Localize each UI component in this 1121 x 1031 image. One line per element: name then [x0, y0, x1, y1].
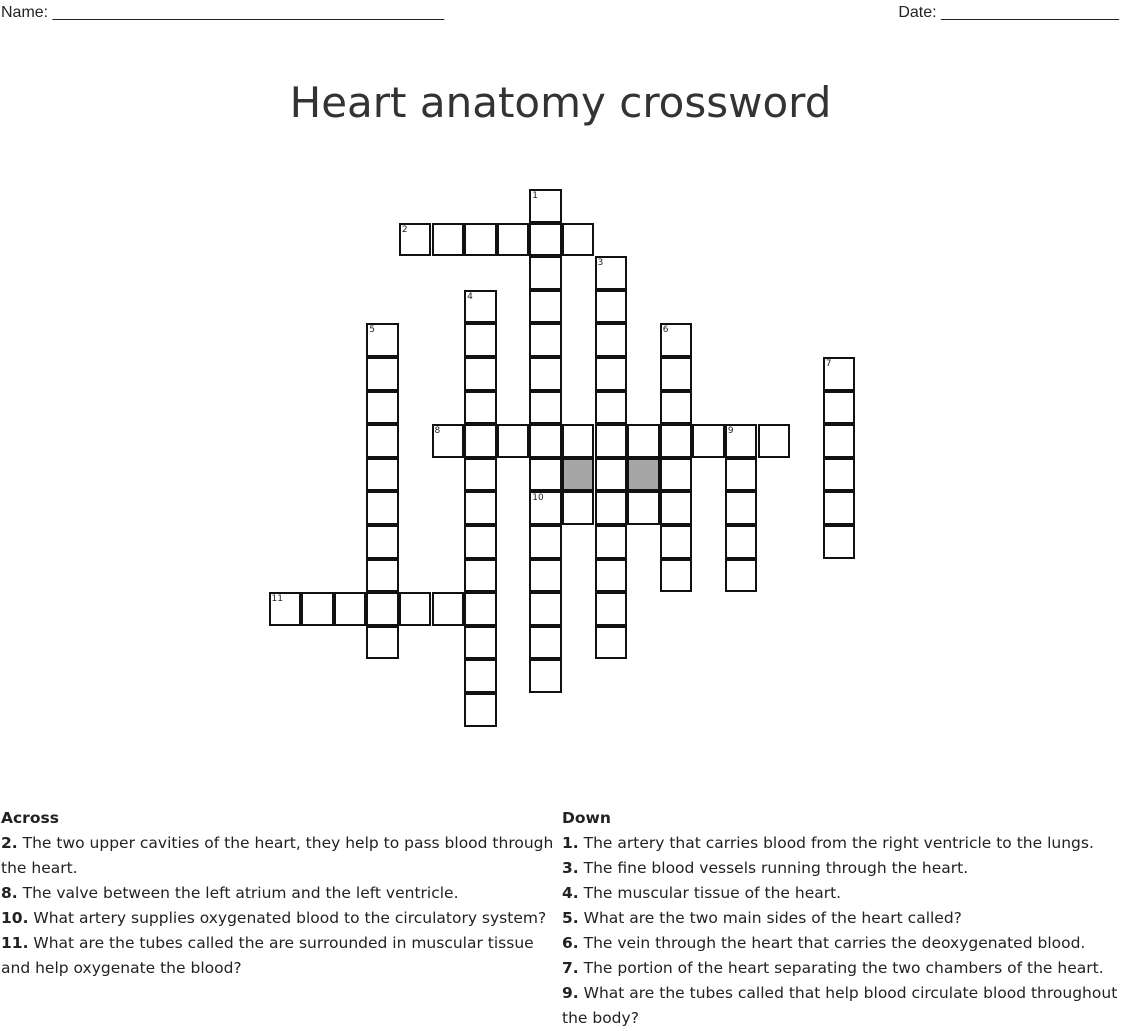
grid-cell[interactable]	[464, 357, 497, 391]
grid-cell[interactable]	[464, 458, 497, 492]
grid-cell[interactable]	[758, 424, 791, 458]
clue-text: The vein through the heart that carries the deoxygenated blood.	[578, 934, 1086, 952]
grid-cell[interactable]	[595, 391, 628, 425]
down-clue	[562, 981, 1118, 1031]
grid-cell[interactable]	[366, 626, 399, 660]
across-clue	[1, 906, 556, 931]
grid-cell[interactable]	[464, 323, 497, 357]
grid-cell[interactable]	[692, 424, 725, 458]
down-clues	[562, 806, 1118, 1031]
down-clue	[562, 881, 1118, 906]
grid-cell[interactable]	[366, 592, 399, 626]
clue-number-label: 3.	[562, 859, 579, 877]
clue-text: What are the two main sides of the heart called?	[578, 909, 962, 927]
grid-cell[interactable]	[725, 491, 758, 525]
clue-number: 11	[271, 594, 283, 605]
grid-cell[interactable]	[660, 458, 693, 492]
grid-cell[interactable]	[464, 391, 497, 425]
grid-cell[interactable]	[529, 424, 562, 458]
grid-cell[interactable]	[529, 592, 562, 626]
grid-cell[interactable]	[529, 458, 562, 492]
grid-cell[interactable]	[529, 223, 562, 257]
grid-cell[interactable]	[399, 592, 432, 626]
clue-number-label: 6.	[562, 934, 579, 952]
name-field-label: Name: ____________________________________________	[1, 4, 445, 21]
shaded-cell	[627, 458, 660, 492]
clue-text: The valve between the left atrium and the left ventricle.	[17, 884, 459, 902]
grid-cell[interactable]	[529, 659, 562, 693]
grid-cell[interactable]	[562, 491, 595, 525]
clue-text: The portion of the heart separating the two chambers of the heart.	[578, 959, 1104, 977]
clue-text: The two upper cavities of the heart, they help to pass blood through the heart.	[1, 834, 554, 877]
grid-cell[interactable]	[529, 323, 562, 357]
grid-cell[interactable]	[660, 559, 693, 593]
grid-cell[interactable]	[595, 458, 628, 492]
grid-cell[interactable]	[823, 391, 856, 425]
grid-cell[interactable]	[366, 424, 399, 458]
grid-cell[interactable]	[823, 491, 856, 525]
shaded-cell	[562, 458, 595, 492]
grid-cell[interactable]	[464, 659, 497, 693]
grid-cell[interactable]	[464, 525, 497, 559]
clue-number: 10	[532, 493, 544, 504]
clue-number-label: 5.	[562, 909, 579, 927]
across-heading: Across	[1, 809, 59, 827]
across-clue-list	[1, 831, 556, 981]
grid-cell[interactable]	[529, 559, 562, 593]
grid-cell[interactable]	[432, 223, 465, 257]
grid-cell[interactable]	[725, 559, 758, 593]
grid-cell[interactable]	[366, 458, 399, 492]
grid-cell[interactable]	[627, 424, 660, 458]
grid-cell[interactable]	[823, 525, 856, 559]
clue-number: 1	[532, 191, 539, 201]
grid-cell[interactable]	[725, 525, 758, 559]
grid-cell[interactable]	[529, 256, 562, 290]
clue-text: What are the tubes called that help blood circulate blood throughout the body?	[562, 984, 1118, 1027]
grid-cell[interactable]	[595, 323, 628, 357]
grid-cell[interactable]	[366, 391, 399, 425]
clue-number-label: 8.	[1, 884, 18, 902]
clue-number: 2	[401, 224, 408, 235]
grid-cell[interactable]	[464, 491, 497, 525]
grid-cell[interactable]	[595, 491, 628, 525]
grid-cell[interactable]	[366, 525, 399, 559]
clue-number: 9	[727, 426, 734, 437]
grid-cell[interactable]	[595, 290, 628, 324]
clue-number: 7	[825, 359, 832, 369]
grid-cell[interactable]	[660, 525, 693, 559]
grid-cell[interactable]	[497, 223, 530, 257]
clue-number-label: 10.	[1, 909, 29, 927]
clue-text: The fine blood vessels running through the heart.	[578, 859, 969, 877]
grid-cell[interactable]	[595, 424, 628, 458]
clue-number: 4	[467, 291, 473, 302]
grid-cell[interactable]	[627, 491, 660, 525]
down-clue	[562, 831, 1118, 856]
clue-text: What are the tubes called the are surrounded in muscular tissue and help oxygenate the blood?	[1, 934, 534, 977]
page-title: Heart anatomy crossword	[289, 78, 832, 128]
grid-cell[interactable]	[464, 693, 497, 727]
date-field-label: Date: ____________________	[898, 4, 1119, 21]
grid-cell[interactable]	[366, 559, 399, 593]
grid-cell[interactable]	[366, 357, 399, 391]
across-clue	[1, 931, 556, 981]
grid-cell[interactable]	[562, 424, 595, 458]
clue-text: The muscular tissue of the heart.	[578, 884, 842, 902]
grid-cell[interactable]	[464, 592, 497, 626]
down-clue	[562, 931, 1118, 956]
grid-cell[interactable]	[301, 592, 334, 626]
clue-number-label: 1.	[562, 834, 579, 852]
grid-cell[interactable]	[595, 592, 628, 626]
clue-number: 3	[597, 258, 604, 269]
grid-cell[interactable]	[366, 491, 399, 525]
down-clue	[562, 956, 1118, 981]
down-clue	[562, 906, 1118, 931]
grid-cell[interactable]	[464, 424, 497, 458]
clue-number: 8	[434, 426, 441, 437]
clue-number-label: 7.	[562, 959, 579, 977]
grid-cell[interactable]	[823, 424, 856, 458]
grid-cell[interactable]	[529, 357, 562, 391]
grid-cell[interactable]	[660, 391, 693, 425]
grid-cell[interactable]	[529, 290, 562, 324]
grid-cell[interactable]	[725, 458, 758, 492]
grid-cell[interactable]	[595, 559, 628, 593]
clue-text: What artery supplies oxygenated blood to the circulatory system?	[28, 909, 547, 927]
across-clues	[1, 806, 556, 981]
grid-cell[interactable]	[464, 626, 497, 660]
clue-number: 5	[369, 325, 376, 336]
clue-number-label: 9.	[562, 984, 579, 1002]
grid-cell[interactable]	[464, 223, 497, 257]
clue-number-label: 11.	[1, 934, 29, 952]
grid-cell[interactable]	[595, 525, 628, 559]
grid-cell[interactable]	[660, 357, 693, 391]
down-clue-list	[562, 831, 1118, 1031]
clue-text: The artery that carries blood from the right ventricle to the lungs.	[578, 834, 1094, 852]
grid-cell[interactable]	[432, 592, 465, 626]
across-clue	[1, 881, 556, 906]
down-heading: Down	[562, 809, 611, 827]
grid-cell[interactable]	[660, 491, 693, 525]
grid-cell[interactable]	[334, 592, 367, 626]
grid-cell[interactable]	[595, 626, 628, 660]
grid-cell[interactable]	[562, 223, 595, 257]
grid-cell[interactable]	[497, 424, 530, 458]
grid-cell[interactable]	[464, 559, 497, 593]
clue-number-label: 2.	[1, 834, 18, 852]
grid-cell[interactable]	[529, 391, 562, 425]
grid-cell[interactable]	[595, 357, 628, 391]
clue-number-label: 4.	[562, 884, 579, 902]
grid-cell[interactable]	[660, 424, 693, 458]
grid-cell[interactable]	[529, 525, 562, 559]
grid-cell[interactable]	[823, 458, 856, 492]
across-clue	[1, 831, 556, 881]
grid-cell[interactable]	[529, 626, 562, 660]
down-clue	[562, 856, 1118, 881]
clue-number: 6	[662, 325, 669, 336]
